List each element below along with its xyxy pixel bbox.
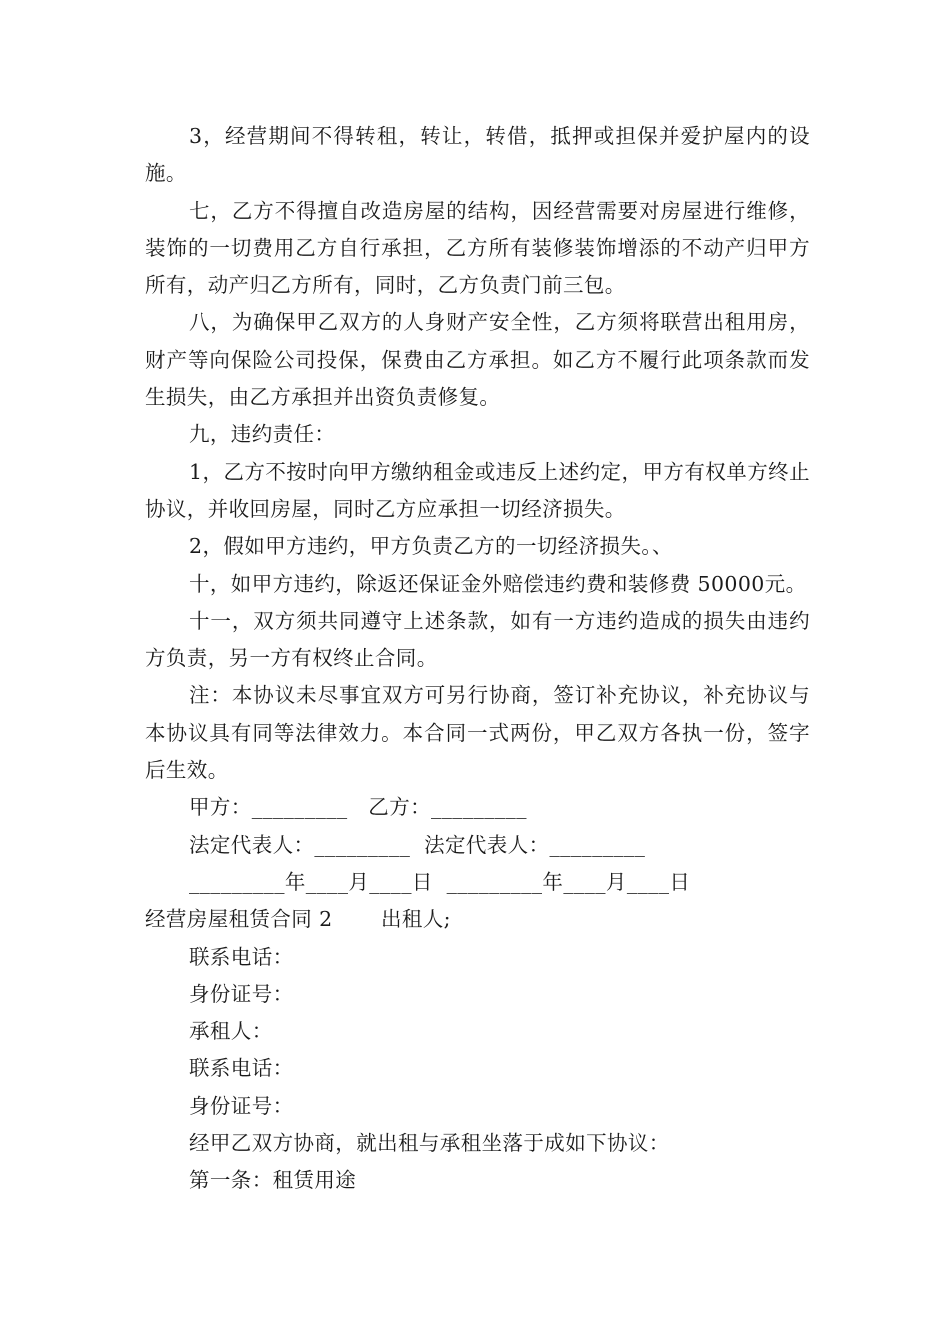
clause-7: 七，乙方不得擅自改造房屋的结构，因经营需要对房屋进行维修，装饰的一切费用乙方自行承担，乙方所有装修装饰增添的不动产归甲方所有，动产归乙方所有，同时，乙方负责门前三包。: [145, 198, 810, 298]
lessor-id-line: 身份证号：: [189, 981, 294, 1006]
clause-11: 十一，双方须共同遵守上述条款，如有一方违约造成的损失由违约方负责，另一方有权终止合同。: [145, 608, 810, 671]
article-1-heading: 第一条：租赁用途: [189, 1168, 357, 1193]
clause-9-item-1: 1，乙方不按时向甲方缴纳租金或违反上述约定，甲方有权单方终止协议，并收回房屋，同时乙方应承担一切经济损失。: [145, 459, 810, 521]
lessee-phone-line: 联系电话：: [189, 1056, 294, 1081]
clause-8: 八，为确保甲乙双方的人身财产安全性，乙方须将联营出租用房，财产等向保险公司投保，保费由乙方承担。如乙方不履行此项条款而发生损失，由乙方承担并出资负责修复。: [145, 310, 810, 410]
lessee-id-line: 身份证号：: [189, 1093, 294, 1118]
clause-10: 十，如甲方违约，除返还保证金外赔偿违约费和装修费 50000元。: [189, 571, 807, 596]
signature-parties-line: 甲方：_________ 乙方：_________: [189, 795, 527, 820]
clause-9-heading: 九，违约责任：: [189, 422, 336, 447]
note-paragraph: 注：本协议未尽事宜双方可另行协商，签订补充协议，补充协议与本协议具有同等法律效力。本合同一式两份，甲乙双方各执一份，签字后生效。: [145, 683, 810, 783]
clause-9-item-2: 2，假如甲方违约，甲方负责乙方的一切经济损失。、: [189, 534, 673, 559]
signature-dates-line: _________年____月____日 _________年____月____日: [189, 869, 691, 894]
lessee-line: 承租人：: [189, 1019, 273, 1044]
clause-6-item-3: 3，经营期间不得转租，转让，转借，抵押或担保并爱护屋内的设施。: [145, 124, 810, 186]
lessor-phone-line: 联系电话：: [189, 944, 294, 969]
agreement-intro-line: 经甲乙双方协商，就出租与承租坐落于成如下协议：: [189, 1131, 670, 1156]
document-page: [145, 118, 810, 1200]
contract-2-title: 经营房屋租赁合同 2 出租人;: [145, 907, 451, 932]
signature-representatives-line: 法定代表人：_________ 法定代表人：_________: [189, 832, 646, 857]
